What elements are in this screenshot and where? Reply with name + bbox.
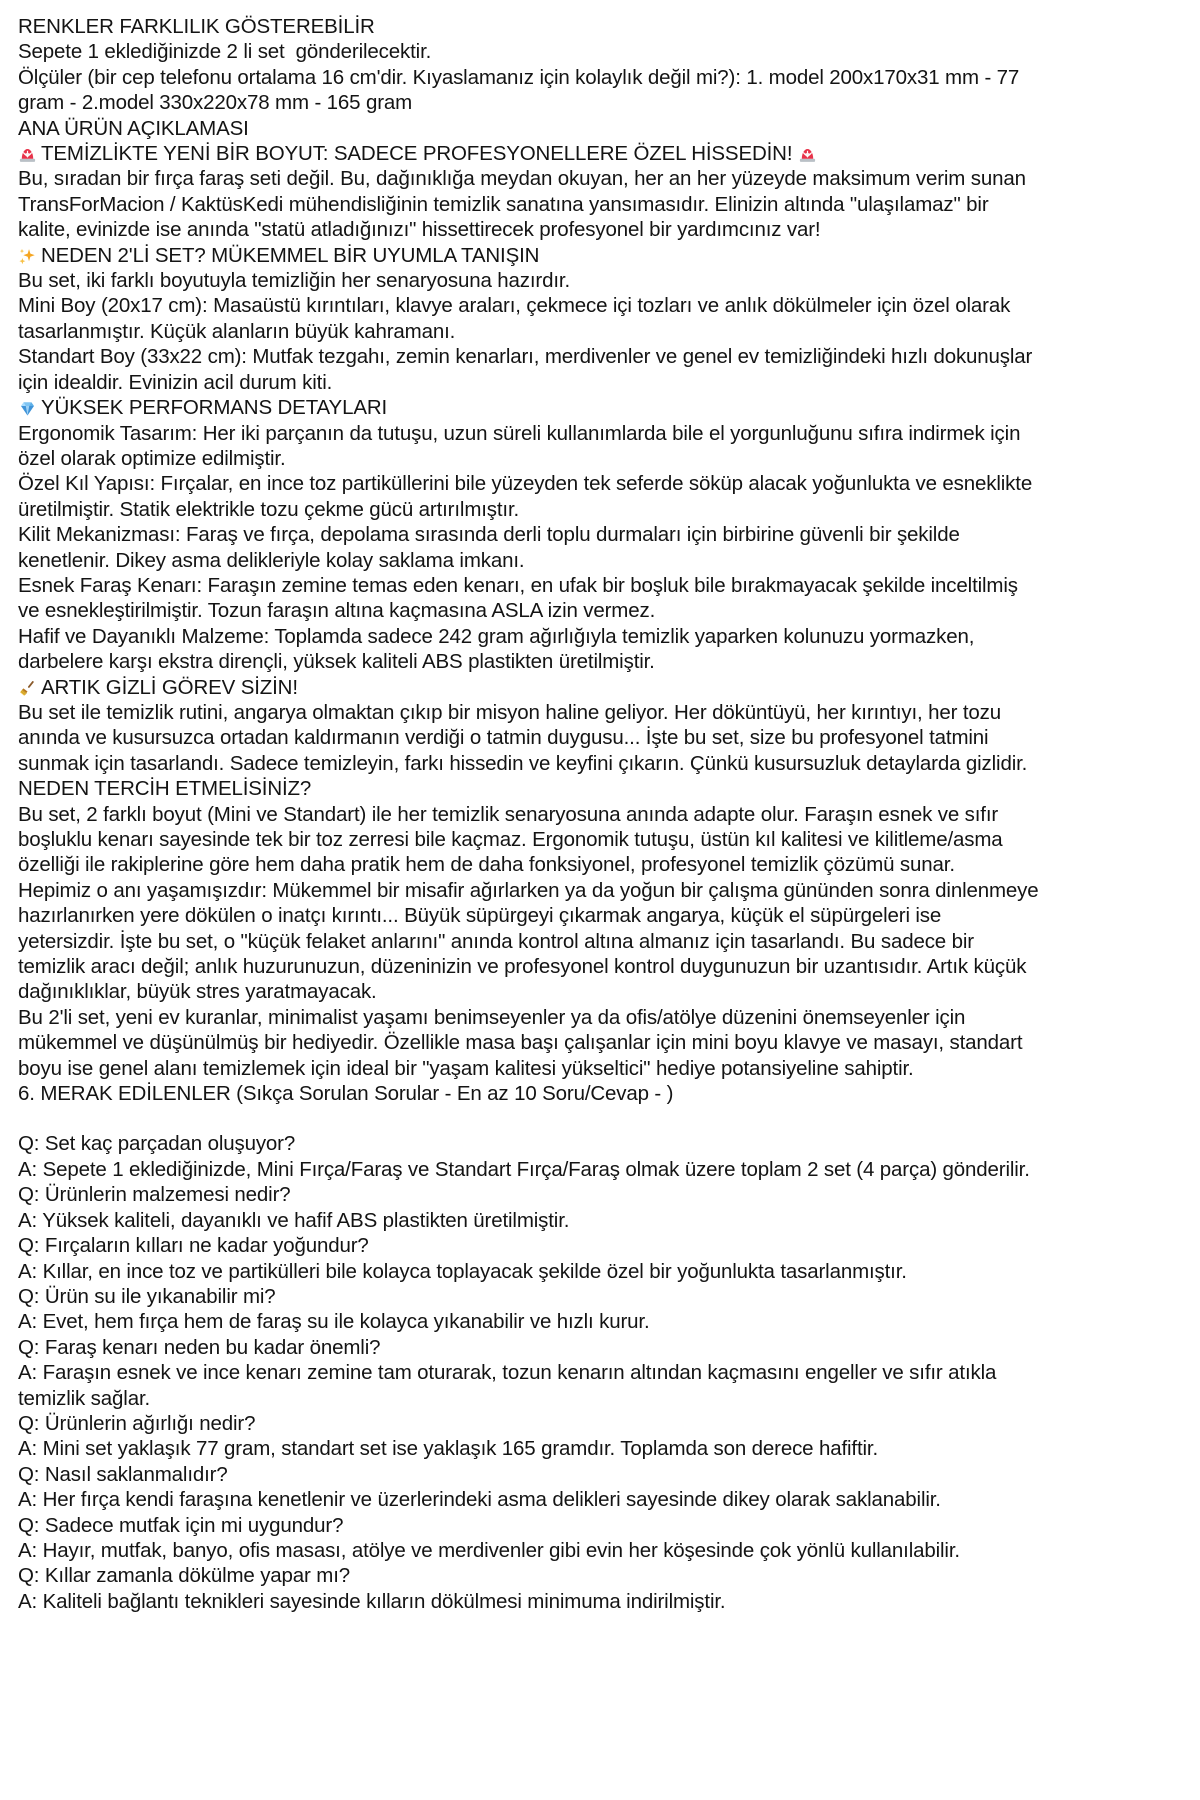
intro-paragraph: Bu, sıradan bir fırça faraş seti değil. Bu, dağınıklığa meydan okuyan, her an her yüzeyde maksimum verim sunan TransForMacion / KaktüsKedi mühendisliğinin temizlik sanatına yansımasıdır. Elinizin altında "ulaşılamaz" bir kalite, evinizde ise anında "statü atladığınızı" hissettirecek profesyonel bir yardımcınız var! <box>18 167 1032 242</box>
faq-answer: A: Kıllar, en ince toz ve partikülleri bile kolayca toplayacak şekilde özel bir yoğunlukta tasarlanmıştır. <box>18 1259 907 1283</box>
faq-question: Q: Fırçaların kılları ne kadar yoğundur? <box>18 1234 369 1258</box>
rotating-light-icon-right <box>798 145 817 164</box>
two-set-lead: Bu set, iki farklı boyutuyla temizliğin her senaryosuna hazırdır. <box>18 269 570 293</box>
faq-answer: A: Evet, hem fırça hem de faraş su ile kolayca yıkanabilir ve hızlı kurur. <box>18 1310 650 1334</box>
note-dimensions: Ölçüler (bir cep telefonu ortalama 16 cm'dir. Kıyaslamanız için kolaylık değil mi?): 1. model 200x170x31 mm - 77 gram - 2.model 330x220x78 mm - 165 gram <box>18 65 1025 115</box>
faq-question: Q: Faraş kenarı neden bu kadar önemli? <box>18 1335 381 1359</box>
mission-heading-text: ARTIK GİZLİ GÖREV SİZİN! <box>41 675 298 699</box>
performance-heading-text: YÜKSEK PERFORMANS DETAYLARI <box>41 396 388 420</box>
faq-answer: A: Mini set yaklaşık 77 gram, standart set ise yaklaşık 165 gramdır. Toplamda son derece hafiftir. <box>18 1437 879 1461</box>
faq-answer: A: Yüksek kaliteli, dayanıklı ve hafif ABS plastikten üretilmiştir. <box>18 1208 570 1232</box>
gem-stone-icon <box>18 399 37 418</box>
faq-answer: A: Her fırça kendi faraşına kenetlenir ve üzerlerindeki asma delikleri sayesinde dikey olarak saklanabilir. <box>18 1488 941 1512</box>
two-set-heading-row <box>18 243 1178 268</box>
performance-item-lock: Kilit Mekanizması: Faraş ve fırça, depolama sırasında derli toplu durmaları için birbirine güvenli bir şekilde kenetlenir. Dikey asma delikleriyle kolay saklama imkanı. <box>18 523 966 572</box>
mission-paragraph: Bu set ile temizlik rutini, angarya olmaktan çıkıp bir misyon haline geliyor. Her döküntüyü, her kırıntıyı, her tozu anında ve kusursuzca ortadan kaldırmanın verdiği o tatmin duygusu... İşte bu set, size bu profesyonel tatmini sunmak için tasarlandı. Sadece temizleyin, farkı hissedin ve keyfini çıkarın. Çünkü kusursuzluk detaylarda gizlidir. <box>18 700 1028 775</box>
headline-text: TEMİZLİKTE YENİ BİR BOYUT: SADECE PROFESYONELLERE ÖZEL HİSSEDİN! <box>41 142 793 166</box>
faq-heading: 6. MERAK EDİLENLER (Sıkça Sorulan Sorular - En az 10 Soru/Cevap - ) <box>18 1082 674 1106</box>
why-choose-heading: NEDEN TERCİH ETMELİSİNİZ? <box>18 777 312 801</box>
note-cart-quantity: Sepete 1 eklediğinizde 2 li set gönderilecektir. <box>18 40 432 64</box>
note-colors-may-vary: RENKLER FARKLILIK GÖSTEREBİLİR <box>18 15 375 38</box>
performance-item-bristles: Özel Kıl Yapısı: Fırçalar, en ince toz partiküllerini bile yüzeyden tek seferde söküp alacak yoğunlukta ve esneklikte üretilmiştir. Statik elektrikle tozu çekme gücü artırılmıştır. <box>18 472 1038 521</box>
main-product-description-heading: ANA ÜRÜN AÇIKLAMASI <box>18 116 249 140</box>
faq-question: Q: Sadece mutfak için mi uygundur? <box>18 1513 344 1537</box>
performance-heading-row <box>18 395 1178 420</box>
faq-question: Q: Nasıl saklanmalıdır? <box>18 1462 228 1486</box>
faq-question: Q: Kıllar zamanla dökülme yapar mı? <box>18 1564 350 1588</box>
mission-heading-row <box>18 675 1178 700</box>
why-choose-paragraph-1: Bu set, 2 farklı boyut (Mini ve Standart) ile her temizlik senaryosuna anında adapte olur. Faraşın esnek ve sıfır boşluklu kenarı sayesinde tek bir toz zerresi bile kaçmaz. Ergonomik tutuşu, üstün kıl kalitesi ve kilitleme/asma özelliği ile rakiplerine göre hem daha pratik hem de daha fonksiyonel, profesyonel temizlik çözümü sunar. <box>18 802 1009 877</box>
sparkles-icon <box>18 247 37 266</box>
faq-question: Q: Set kaç parçadan oluşuyor? <box>18 1132 296 1156</box>
two-set-item-mini: Mini Boy (20x17 cm): Masaüstü kırıntıları, klavye araları, çekmece içi tozları ve anlık dökülmeler için özel olarak tasarlanmıştır. Küçük alanların büyük kahramanı. <box>18 294 1016 343</box>
faq-question: Q: Ürünlerin malzemesi nedir? <box>18 1183 291 1207</box>
two-set-heading-text: NEDEN 2'Lİ SET? MÜKEMMEL BİR UYUMLA TANIŞIN <box>41 243 540 267</box>
faq-answer: A: Hayır, mutfak, banyo, ofis masası, atölye ve merdivenler gibi evin her köşesinde çok yönlü kullanılabilir. <box>18 1538 960 1562</box>
headline-row <box>18 141 1178 166</box>
why-choose-paragraph-2: Hepimiz o anı yaşamışızdır: Mükemmel bir misafir ağırlarken ya da yoğun bir çalışma gününden sonra dinlenmeye hazırlanırken yere dökülen o inatçı kırıntı... Büyük süpürgeyi çıkarmak angarya, küçük el süpürgeleri ise yetersizdir. İşte bu set, o "küçük felaket anlarını" anında kontrol altına almanız için tasarlandı. Bu sadece bir temizlik aracı değil; anlık huzurunuzun, düzeninizin ve profesyonel kontrol duygunuzun bir uzantısıdır. Artık küçük dağınıklıklar, büyük stres yaratmayacak. <box>18 878 1045 1004</box>
performance-item-ergonomic: Ergonomik Tasarım: Her iki parçanın da tutuşu, uzun süreli kullanımlarda bile el yorgunluğunu sıfıra indirmek için özel olarak optimize edilmiştir. <box>18 421 1026 470</box>
faq-question: Q: Ürün su ile yıkanabilir mi? <box>18 1284 276 1308</box>
faq-answer: A: Kaliteli bağlantı teknikleri sayesinde kılların dökülmesi minimuma indirilmiştir. <box>18 1589 726 1613</box>
rotating-light-icon <box>18 145 37 164</box>
broom-icon <box>18 679 37 698</box>
faq-answer: A: Sepete 1 eklediğinizde, Mini Fırça/Faraş ve Standart Fırça/Faraş olmak üzere toplam 2 set (4 parça) gönderilir. <box>18 1157 1030 1181</box>
performance-item-flexible-edge: Esnek Faraş Kenarı: Faraşın zemine temas eden kenarı, en ufak bir boşluk bile bırakmayacak şekilde inceltilmiş ve esnekleştirilmiştir. Tozun faraşın altına kaçmasına ASLA izin vermez. <box>18 573 1024 623</box>
two-set-item-standard: Standart Boy (33x22 cm): Mutfak tezgahı, zemin kenarları, merdivenler ve genel ev temizliğindeki hızlı dokunuşlar için idealdir. Evinizin acil durum kiti. <box>18 345 1038 394</box>
faq-question: Q: Ürünlerin ağırlığı nedir? <box>18 1411 256 1435</box>
faq-answer: A: Faraşın esnek ve ince kenarı zemine tam oturarak, tozun kenarın altından kaçmasını engeller ve sıfır atıkla temizlik sağlar. <box>18 1361 1002 1410</box>
why-choose-paragraph-3: Bu 2'li set, yeni ev kuranlar, minimalist yaşamı benimseyenler ya da ofis/atölye düzenini önemseyenler için mükemmel ve düşünülmüş bir hediyedir. Özellikle masa başı çalışanlar için mini boyu klavye ve masayı, standart boyu ise genel alanı temizlemek için ideal bir "yaşam kalitesi yükseltici" hediye potansiyeline sahiptir. <box>18 1005 1028 1080</box>
performance-item-material: Hafif ve Dayanıklı Malzeme: Toplamda sadece 242 gram ağırlığıyla temizlik yaparken kolunuzu yormazken, darbelere karşı ekstra dirençli, yüksek kaliteli ABS plastikten üretilmiştir. <box>18 624 980 674</box>
faq-spacer <box>18 1106 1178 1131</box>
